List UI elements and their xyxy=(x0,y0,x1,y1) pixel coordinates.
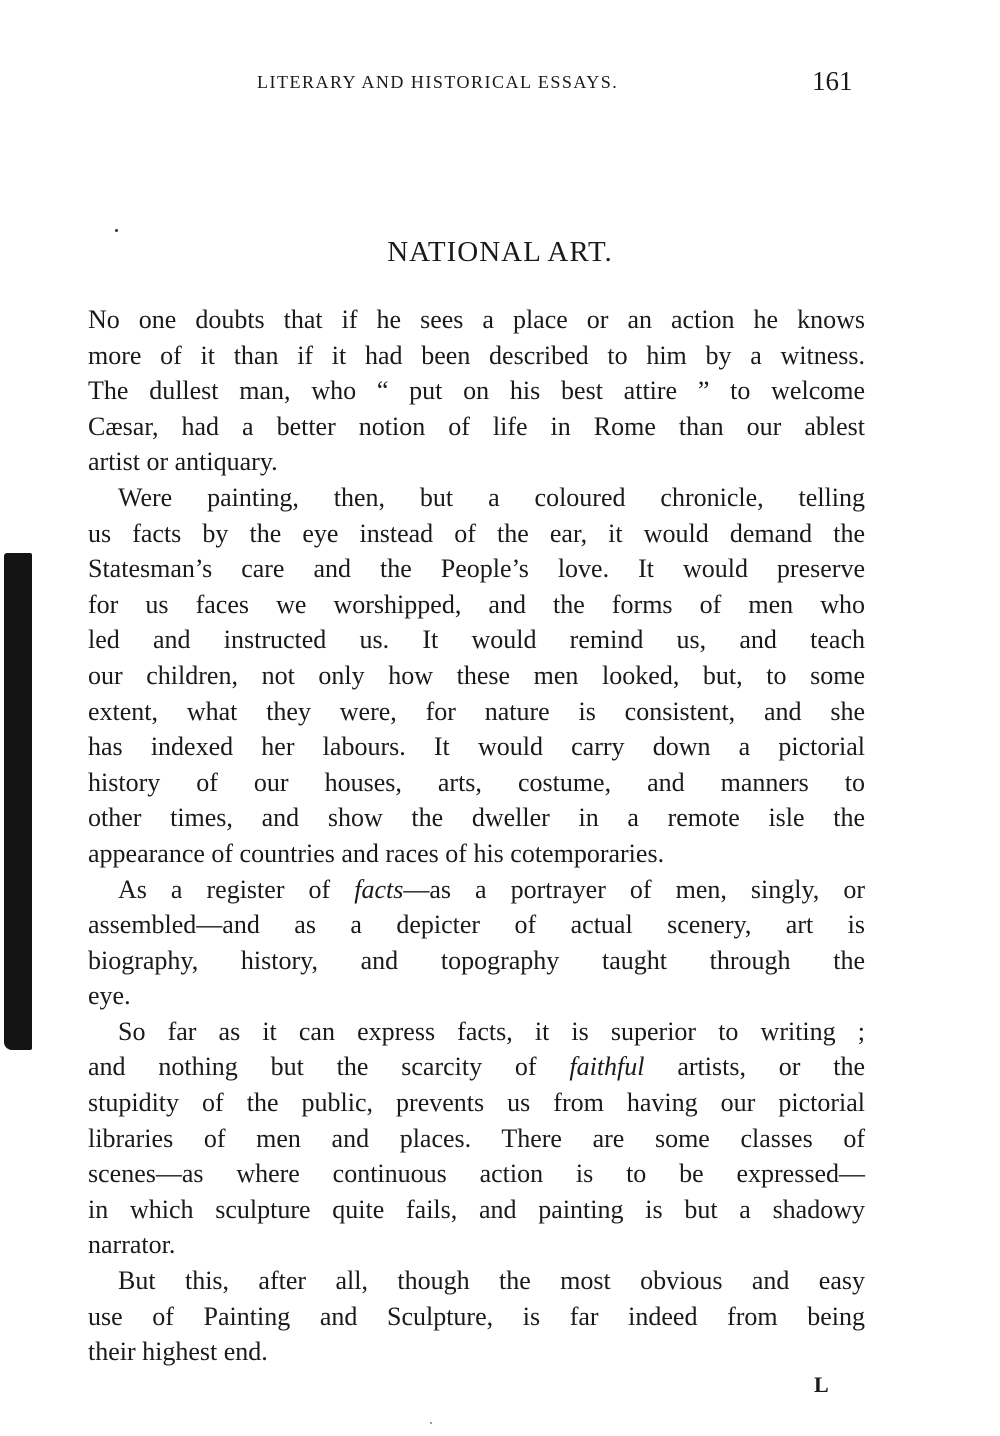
text-line: assembled—and as a depicter of actual scenery, art is xyxy=(88,910,865,940)
paragraph-3 xyxy=(88,872,865,1014)
text-line: Statesman’s care and the People’s love. It would preserve xyxy=(88,554,865,584)
text-line: Cæsar, had a better notion of life in Rome than our ablest xyxy=(88,411,865,441)
stray-foot-mark xyxy=(430,1422,432,1424)
text-line: As a register of facts—as a portrayer of men, singly, or xyxy=(118,874,865,904)
text-line: our children, not only how these men looked, but, to some xyxy=(88,660,865,690)
italic-text: faithful xyxy=(569,1052,645,1082)
stray-ink-mark xyxy=(115,229,118,232)
paragraph-2 xyxy=(88,480,865,872)
text-line: history of our houses, arts, costume, and manners to xyxy=(88,767,865,797)
text-line: scenes—as where continuous action is to be expressed— xyxy=(88,1159,865,1189)
text-line: libraries of men and places. There are some classes of xyxy=(88,1123,865,1153)
text-line: their highest end. xyxy=(88,1337,268,1367)
chapter-title: NATIONAL ART. xyxy=(387,236,613,268)
text-line: has indexed her labours. It would carry down a pictorial xyxy=(88,732,865,762)
text-line: No one doubts that if he sees a place or an action he knows xyxy=(88,305,865,334)
text-line: other times, and show the dweller in a remote isle the xyxy=(88,803,865,833)
text-line: eye. xyxy=(88,981,131,1011)
text-line: biography, history, and topography taught through the xyxy=(88,945,865,975)
text-line: stupidity of the public, prevents us from having our pictorial xyxy=(88,1088,865,1118)
text-line: for us faces we worshipped, and the forms of men who xyxy=(88,589,865,619)
page-number: 161 xyxy=(812,66,853,96)
text-line: But this, after all, though the most obvious and easy xyxy=(118,1266,865,1296)
text-line: extent, what they were, for nature is consistent, and she xyxy=(88,696,865,726)
running-head: LITERARY AND HISTORICAL ESSAYS. xyxy=(257,72,619,92)
signature-mark: L xyxy=(814,1372,829,1397)
paragraph-1 xyxy=(88,302,865,480)
italic-text: facts xyxy=(354,874,404,904)
binding-shadow-strip xyxy=(4,553,32,1050)
text-line: us facts by the eye instead of the ear, it would demand the xyxy=(88,518,865,548)
text-line: The dullest man, who “ put on his best attire ” to welcome xyxy=(88,376,865,406)
text-line: So far as it can express facts, it is superior to writing ; xyxy=(118,1016,865,1046)
text-line: and nothing but the scarcity of faithful artists, or the xyxy=(88,1052,865,1082)
paragraph-4 xyxy=(88,1014,865,1263)
text-line: use of Painting and Sculpture, is far indeed from being xyxy=(88,1301,865,1331)
text-line: in which sculpture quite fails, and painting is but a shadowy xyxy=(88,1194,865,1224)
text-line: more of it than if it had been described to him by a witness. xyxy=(88,340,865,370)
text-line: Were painting, then, but a coloured chronicle, telling xyxy=(118,482,865,512)
text-line: appearance of countries and races of his cotemporaries. xyxy=(88,838,665,868)
text-line: narrator. xyxy=(88,1230,176,1260)
body-text xyxy=(88,302,865,1370)
paragraph-5 xyxy=(88,1263,865,1370)
text-line: led and instructed us. It would remind us, and teach xyxy=(88,625,865,655)
text-line: artist or antiquary. xyxy=(88,447,278,477)
